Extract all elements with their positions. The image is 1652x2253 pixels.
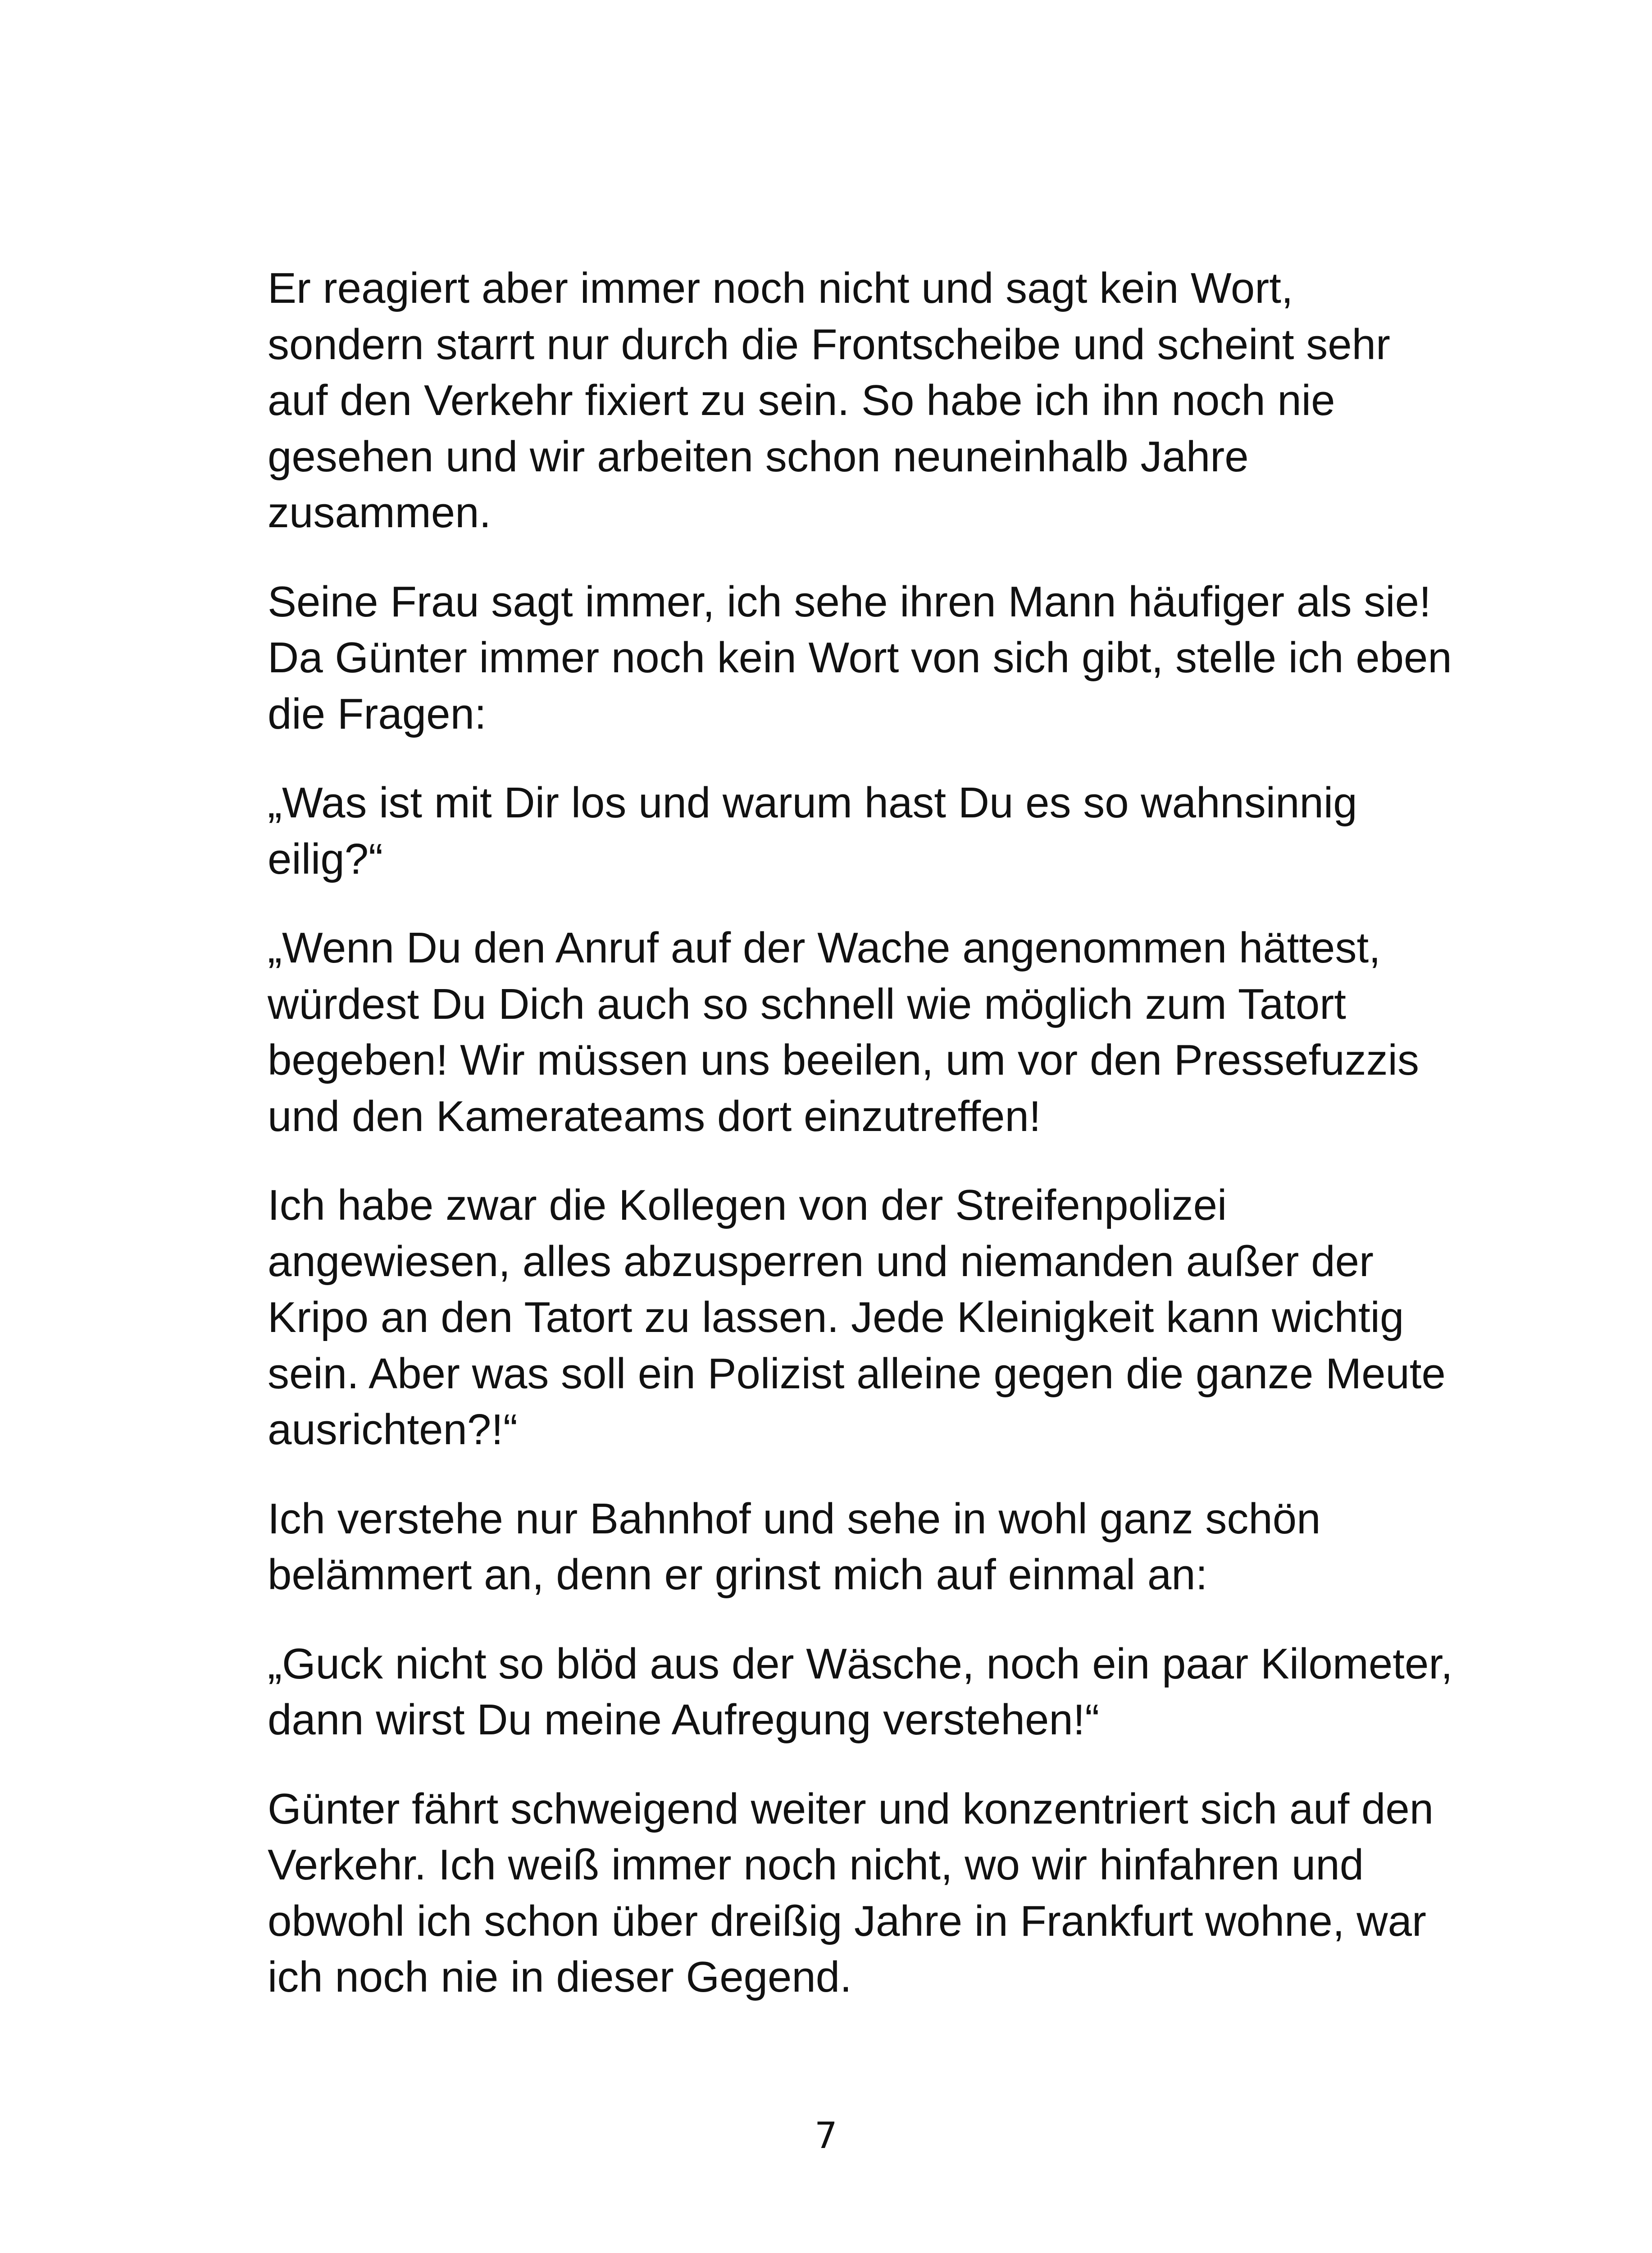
body-text [268,260,1457,2039]
paragraph-2: Seine Frau sagt immer, ich sehe ihren Mann häufiger als sie! Da Günter immer noch kein Wort von sich gibt, stelle ich eben die Fragen: [268,577,1452,738]
paragraph-4: „Wenn Du den Anruf auf der Wache angenommen hättest, würdest Du Dich auch so schnell wie möglich zum Tatort begeben! Wir müssen uns beeilen, um vor den Pressefuzzis und den Kamerateams dort einzutreffen! [268,924,1419,1140]
page-number: 7 [815,2115,837,2157]
paragraph-8: Günter fährt schweigend weiter und konzentriert sich auf den Verkehr. Ich weiß immer noch nicht, wo wir hinfahren und obwohl ich schon über dreißig Jahre in Frankfurt wohne, war ich noch nie in dieser Gegend. [268,1784,1434,2001]
paragraph-7: „Guck nicht so blöd aus der Wäsche, noch ein paar Kilometer, dann wirst Du meine Aufregung verstehen!“ [268,1639,1453,1744]
paragraph-3: „Was ist mit Dir los und warum hast Du es so wahnsinnig eilig?“ [268,779,1357,883]
paragraph-5: Ich habe zwar die Kollegen von der Streifenpolizei angewiesen, alles abzusperren und niemanden außer der Kripo an den Tatort zu lassen. Jede Kleinigkeit kann wichtig sein. Aber was soll ein Polizist alleine gegen die ganze Meute ausrichten?!“ [268,1181,1446,1454]
paragraph-6: Ich verstehe nur Bahnhof und sehe in wohl ganz schön belämmert an, denn er grinst mich auf einmal an: [268,1494,1321,1599]
paragraph-1: Er reagiert aber immer noch nicht und sagt kein Wort, sondern starrt nur durch die Frontscheibe und scheint sehr auf den Verkehr fixiert zu sein. So habe ich ihn noch nie gesehen und wir arbeiten schon neuneinhalb Jahre zusammen. [268,264,1391,537]
